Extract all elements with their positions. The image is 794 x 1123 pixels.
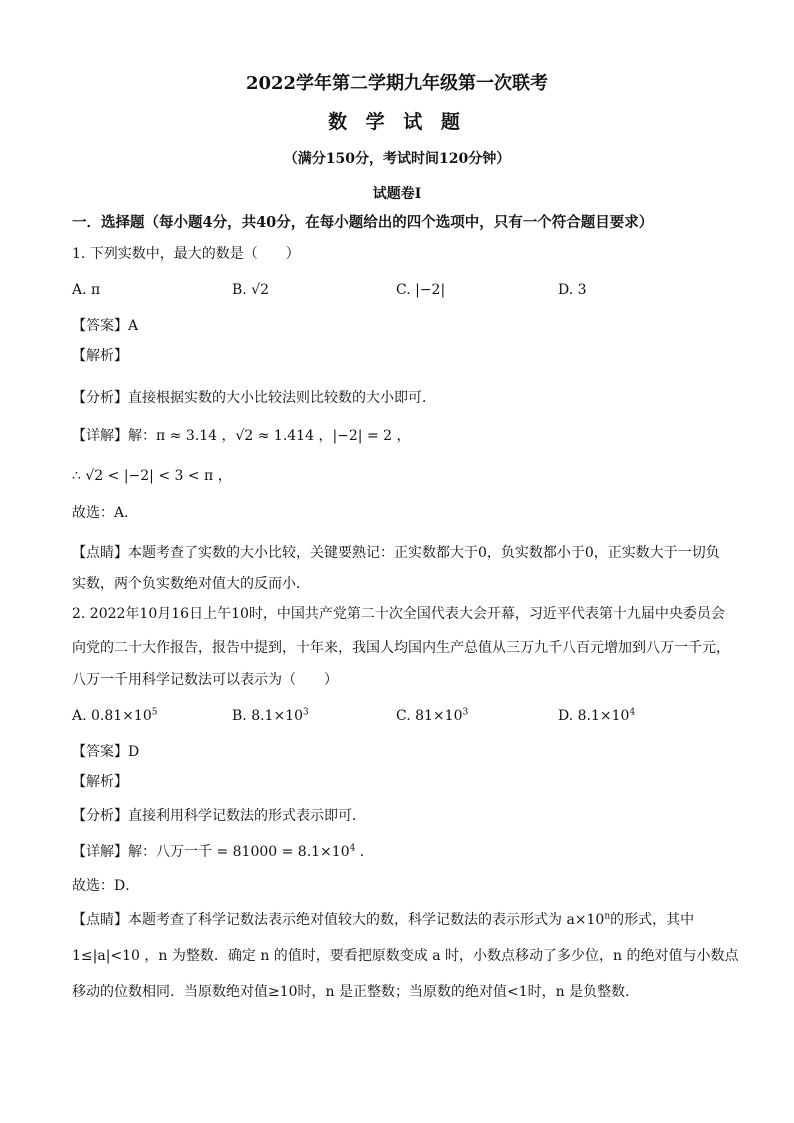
q2-option-d: D. $8.1\times 10^4$ xyxy=(558,707,636,724)
q2-stem-line1: 2. 2022年10月16日上午10时，中国共产党第二十次全国代表大会开幕，习近平代表第十九届中央委员会 xyxy=(72,606,725,622)
q2-dianjing-line1: 【点睛】本题考查了科学记数法表示绝对值较大的数，科学记数法的表示形式为 $a\times 10^n$的形式，其中 xyxy=(72,911,695,928)
q1-detail: 【详解】解：π ≈ 3.14 ，√2 ≈ 1.414 ，|−2| = 2 ， xyxy=(72,428,411,444)
q2-fenxi: 【分析】直接利用科学记数法的形式表示即可． xyxy=(72,808,366,824)
volume-label: 试题卷I xyxy=(372,186,422,202)
section-heading: 一．选择题（每小题4分，共40分，在每小题给出的四个选项中，只有一个符合题目要求） xyxy=(72,214,654,231)
q2-option-a: A. $0.81\times 10^5$ xyxy=(72,707,158,724)
q2-dianjing-line2: 1≤|a|<10 ，n 为整数．确定 n 的值时，要看把原数变成 a 时，小数点移动了多少位，n 的绝对值与小数点 xyxy=(72,948,739,964)
q1-dianjing-line2: 实数，两个负实数绝对值大的反而小． xyxy=(72,576,310,592)
q1-option-b: B. √2 xyxy=(232,282,270,298)
q2-option-c: C. $81\times 10^3$ xyxy=(396,707,469,724)
q1-stem: 1. 下列实数中，最大的数是（ ） xyxy=(72,246,300,262)
q1-option-a: A. π xyxy=(72,282,101,298)
q2-answer: 【答案】D xyxy=(72,744,140,760)
q1-dianjing-line1: 【点睛】本题考查了实数的大小比较，关键要熟记：正实数都大于0，负实数都小于0，正实数大于一切负 xyxy=(72,545,720,561)
q1-answer: 【答案】A xyxy=(72,318,139,334)
exam-subtitle: 数 学 试 题 xyxy=(328,111,466,133)
q1-option-c: C. |−2| xyxy=(396,282,446,298)
q1-choose: 故选：A． xyxy=(72,505,139,521)
q2-stem-line3: 八万一千用科学记数法可以表示为（ ） xyxy=(72,672,338,688)
q2-option-b: B. $8.1\times 10^3$ xyxy=(232,707,309,724)
q2-choose: 故选：D． xyxy=(72,878,140,894)
q2-stem-line2: 向党的二十大作报告，报告中提到，十年来，我国人均国内生产总值从三万九千八百元增加到八万一千元， xyxy=(72,640,730,656)
q2-jiexi: 【解析】 xyxy=(72,774,128,790)
q2-dianjing-line3: 移动的位数相同．当原数绝对值≥10时，n 是正整数；当原数的绝对值<1时，n 是负整数． xyxy=(72,984,640,1000)
exam-title: 2022学年第二学期九年级第一次联考 xyxy=(245,73,549,94)
q1-option-d: D. 3 xyxy=(558,282,587,298)
q1-chain: ∴ √2 < |−2| < 3 < π ， xyxy=(72,468,232,484)
q2-detail: 【详解】解：八万一千 = $81000 = 8.1\times 10^4$ ． xyxy=(72,843,374,860)
q1-jiexi: 【解析】 xyxy=(72,348,128,364)
q1-fenxi: 【分析】直接根据实数的大小比较法则比较数的大小即可． xyxy=(72,390,436,406)
exam-note: （满分150分，考试时间120分钟） xyxy=(283,151,511,167)
